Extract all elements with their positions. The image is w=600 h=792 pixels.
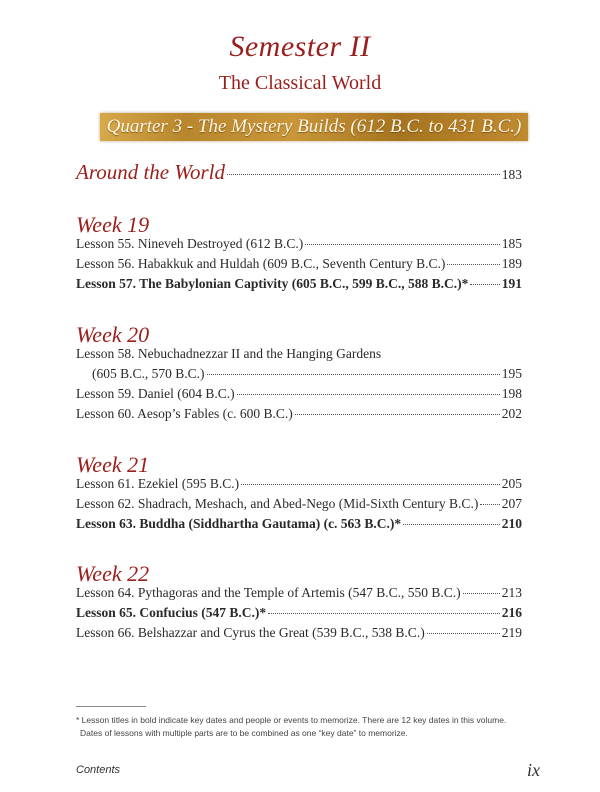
lesson-page: 216 (501, 605, 522, 620)
page-number: ix (527, 760, 540, 780)
footnote-line: * Lesson titles in bold indicate key dates and people or events to memorize. There are 12 key dates in this volume. (76, 715, 507, 725)
toc-entry[interactable] (76, 346, 522, 366)
toc-entry[interactable] (76, 256, 522, 276)
lesson-title: Lesson 62. Shadrach, Meshach, and Abed-Nego (Mid-Sixth Century B.C.) (76, 496, 479, 511)
semester-subtitle: The Classical World (218, 72, 382, 94)
toc-entry[interactable] (76, 605, 522, 625)
week-21-lessons (76, 476, 522, 536)
around-page: 183 (501, 167, 522, 182)
lesson-page: 213 (501, 585, 522, 600)
lesson-title: Lesson 64. Pythagoras and the Temple of Artemis (547 B.C., 550 B.C.) (76, 585, 461, 600)
footer-section-label: Contents (76, 764, 121, 776)
lesson-page: 198 (501, 386, 522, 401)
dot-leader (237, 393, 500, 395)
toc-entry[interactable] (76, 276, 522, 296)
toc-entry[interactable] (76, 476, 522, 496)
lesson-page: 185 (501, 236, 522, 251)
week-heading: Week 20 (76, 322, 150, 347)
dot-leader (427, 632, 500, 634)
lesson-title-continued: (605 B.C., 570 B.C.) (92, 366, 205, 381)
lesson-title: Lesson 60. Aesop’s Fables (c. 600 B.C.) (76, 406, 293, 421)
week-heading: Week 19 (76, 212, 150, 237)
dot-leader (463, 592, 500, 594)
dot-leader (207, 373, 500, 375)
lesson-page: 195 (501, 366, 522, 381)
lesson-title: Lesson 63. Buddha (Siddhartha Gautama) (c. 563 B.C.)* (76, 516, 402, 531)
lesson-page: 205 (501, 476, 522, 491)
footnote-divider (76, 706, 146, 707)
lesson-page: 191 (501, 276, 522, 291)
week-22-lessons (76, 585, 522, 645)
dot-leader (403, 523, 500, 525)
toc-entry[interactable] (76, 236, 522, 256)
dot-leader (305, 243, 500, 245)
lesson-title: Lesson 56. Habakkuk and Huldah (609 B.C., Seventh Century B.C.) (76, 256, 446, 271)
dot-leader (268, 612, 500, 614)
dot-leader (470, 283, 499, 285)
lesson-title: Lesson 57. The Babylonian Captivity (605 B.C., 599 B.C., 588 B.C.)* (76, 276, 469, 291)
lesson-title: Lesson 58. Nebuchadnezzar II and the Hanging Gardens (76, 346, 382, 361)
quarter-title: Quarter 3 - The Mystery Builds (612 B.C. to 431 B.C.) (106, 116, 522, 137)
lesson-page: 219 (501, 625, 522, 640)
footnote-line: Dates of lessons with multiple parts are to be combined as one “key date” to memorize. (80, 728, 408, 738)
week-heading: Week 21 (76, 452, 150, 477)
week-heading: Week 22 (76, 561, 150, 586)
lesson-title: Lesson 65. Confucius (547 B.C.)* (76, 605, 267, 620)
lesson-title: Lesson 59. Daniel (604 B.C.) (76, 386, 235, 401)
toc-entry[interactable] (76, 406, 522, 426)
lesson-page: 202 (501, 406, 522, 421)
week-20-lessons (76, 346, 522, 426)
toc-entry[interactable] (76, 585, 522, 605)
dot-leader (295, 413, 500, 415)
lesson-title: Lesson 66. Belshazzar and Cyrus the Great (539 B.C., 538 B.C.) (76, 625, 425, 640)
toc-entry[interactable] (76, 625, 522, 645)
toc-entry-around-the-world[interactable] (76, 160, 522, 186)
lesson-title: Lesson 61. Ezekiel (595 B.C.) (76, 476, 240, 491)
semester-title: Semester II (229, 30, 371, 63)
toc-entry[interactable] (76, 386, 522, 406)
dot-leader (227, 173, 500, 175)
toc-entry[interactable] (76, 516, 522, 536)
lesson-page: 210 (501, 516, 522, 531)
dot-leader (447, 263, 499, 265)
quarter-banner (100, 113, 528, 141)
lesson-page: 207 (501, 496, 522, 511)
lesson-page: 189 (501, 256, 522, 271)
toc-entry[interactable] (76, 496, 522, 516)
around-title: Around the World (76, 160, 225, 184)
footnote (76, 714, 536, 740)
dot-leader (241, 483, 500, 485)
week-19-lessons (76, 236, 522, 296)
lesson-title: Lesson 55. Nineveh Destroyed (612 B.C.) (76, 236, 304, 251)
toc-entry[interactable] (76, 366, 522, 386)
dot-leader (480, 503, 499, 505)
